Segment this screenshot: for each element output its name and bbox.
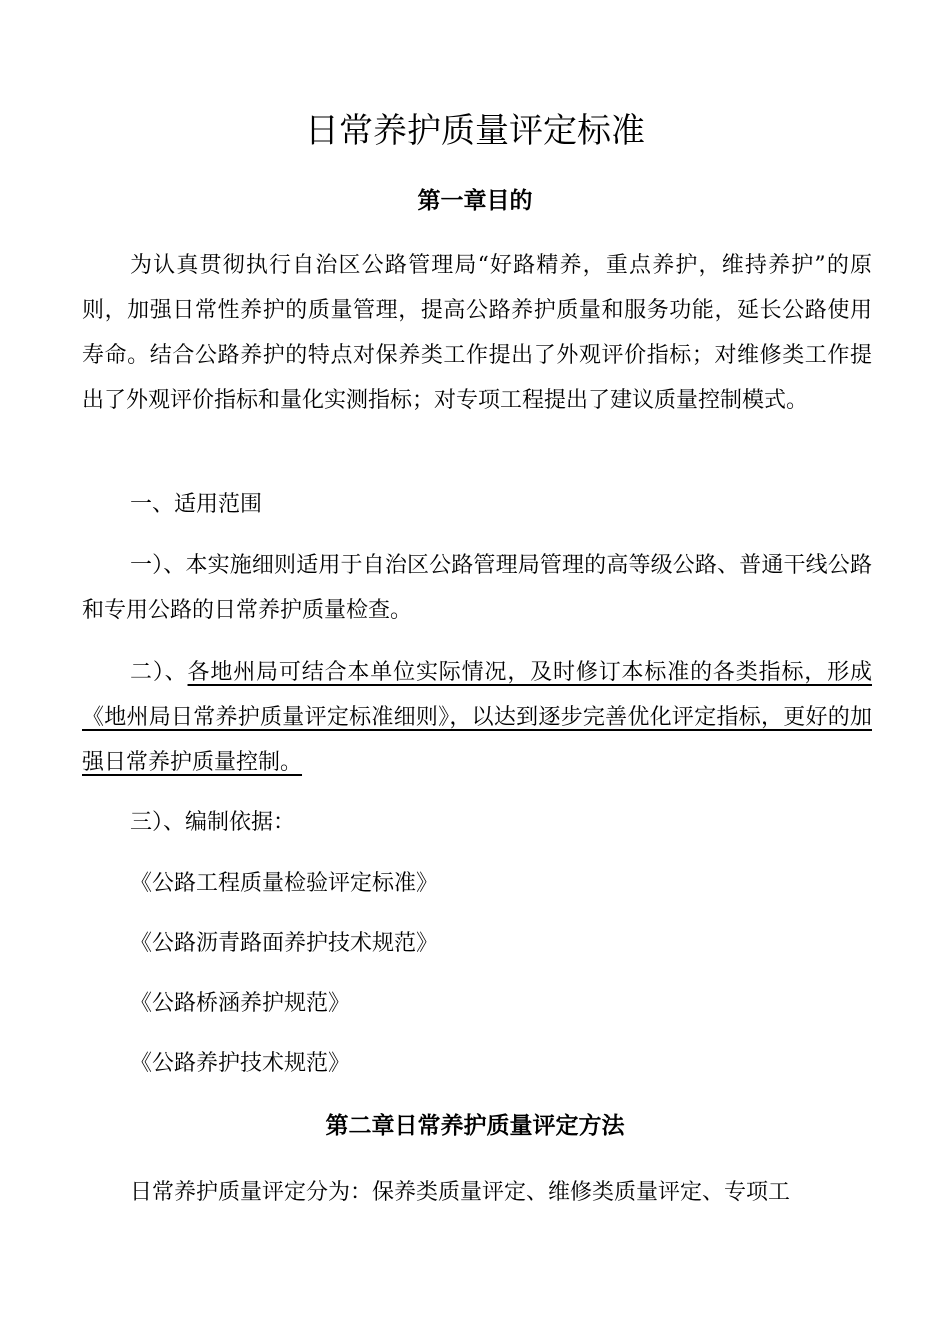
scope-item-1: 一）、本实施细则适用于自治区公路管理局管理的高等级公路、普通干线公路和专用公路的日常养护质量检查。 <box>82 553 872 623</box>
scope-item-3: 三）、编制依据： <box>130 810 296 835</box>
reference-item: 《公路沥青路面养护技术规范》 <box>130 931 439 956</box>
scope-item-2-underlined-text: 各地州局可结合本单位实际情况，及时修订本标准的各类指标，形成《地州局日常养护质量评定标准细则》，以达到逐步完善优化评定指标，更好的加强日常养护质量控制。 <box>82 660 872 775</box>
chapter-1-heading: 第一章目的 <box>417 188 533 214</box>
chapter-1-intro-paragraph: 为认真贯彻执行自治区公路管理局“好路精养，重点养护，维持养护”的原则，加强日常性养护的质量管理，提高公路养护质量和服务功能，延长公路使用寿命。结合公路养护的特点对保养类工作提出了外观评价指标；对维修类工作提出了外观评价指标和量化实测指标；对专项工程提出了建议质量控制模式。 <box>82 253 872 413</box>
scope-heading: 一、适用范围 <box>130 492 263 517</box>
chapter-2-intro-paragraph: 日常养护质量评定分为：保养类质量评定、维修类质量评定、专项工 <box>130 1180 791 1205</box>
reference-item: 《公路桥涵养护规范》 <box>130 991 351 1016</box>
document-title: 日常养护质量评定标准 <box>305 111 645 151</box>
scope-item-2-prefix: 二）、 <box>130 660 188 685</box>
chapter-2-heading: 第二章日常养护质量评定方法 <box>325 1113 625 1139</box>
reference-item: 《公路工程质量检验评定标准》 <box>130 871 439 896</box>
scope-item-2 <box>82 650 872 785</box>
reference-item: 《公路养护技术规范》 <box>130 1051 351 1076</box>
